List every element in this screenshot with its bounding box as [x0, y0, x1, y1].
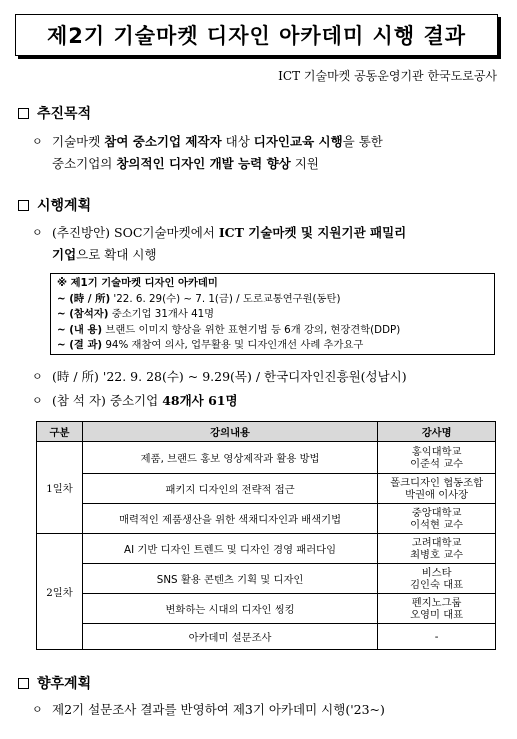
- lecturer-cell: -: [378, 624, 496, 650]
- title-box: [15, 14, 498, 56]
- col-header-division: 구분: [37, 422, 83, 442]
- lecture-content: SNS 활용 콘텐츠 기획 및 디자인: [82, 564, 377, 594]
- schedule-table: [36, 421, 496, 650]
- lecturer-cell: 홍익대학교 이준석 교수: [378, 442, 496, 474]
- section-title: 추진목적: [37, 106, 92, 122]
- page-title: 제2기 기술마켓 디자인 아카데미 시행 결과: [46, 24, 467, 48]
- note-line: ~ (결 과) 94% 재참여 의사, 업무활용 및 디자인개선 사례 추가요구: [57, 339, 364, 351]
- col-header-content: 강의내용: [82, 422, 377, 442]
- section-plan-heading: [18, 195, 91, 215]
- first-academy-note-box: [50, 273, 495, 355]
- table-row: [37, 624, 496, 650]
- lecture-content: 제품, 브랜드 홍보 영상제작과 활용 방법: [82, 442, 377, 474]
- table-row: [37, 594, 496, 624]
- lecture-content: 아카데미 설문조사: [82, 624, 377, 650]
- circle-bullet-icon: ㅇ: [32, 370, 43, 383]
- table-row: [37, 474, 496, 504]
- table-row: [37, 564, 496, 594]
- note-line: ~ (참석자) 중소기업 31개사 41명: [57, 308, 215, 320]
- plan-bullet-time-place: ㅇ (時 / 所) '22. 9. 28(수) ~ 9.29(목) / 한국디자인진흥원(성남시): [32, 366, 407, 388]
- day2-cell: 2일차: [37, 534, 83, 650]
- note-line: ~ (내 용) 브랜드 이미지 향상을 위한 표현기법 등 6개 강의, 현장견학(DDP): [57, 323, 401, 336]
- square-bullet-icon: [18, 108, 29, 119]
- col-header-lecturer: 강사명: [378, 422, 496, 442]
- purpose-bullet: ㅇ 기술마켓 참여 중소기업 제작자 대상 디자인교육 시행을 통한 중소기업의 창의적인 디자인 개발 능력 향상 지원: [32, 131, 383, 175]
- lecture-content: 매력적인 제품생산을 위한 색채디자인과 배색기법: [82, 504, 377, 534]
- note-line: ~ (時 / 所) '22. 6. 29(수) ~ 7. 1(금) / 도로교통연구원(동탄): [57, 292, 341, 305]
- lecturer-cell: 고려대학교 최병호 교수: [378, 534, 496, 564]
- table-header-row: [37, 422, 496, 442]
- plan-bullet-attendees: ㅇ (참 석 자) 중소기업 48개사 61명: [32, 390, 238, 412]
- table-row: [37, 534, 496, 564]
- circle-bullet-icon: ㅇ: [32, 135, 43, 148]
- section-title: 향후계획: [37, 676, 92, 692]
- circle-bullet-icon: ㅇ: [32, 394, 43, 407]
- section-purpose-heading: [18, 103, 91, 123]
- table-row: [37, 504, 496, 534]
- lecturer-cell: 펜지노그룹 오영미 대표: [378, 594, 496, 624]
- section-future-heading: [18, 673, 91, 693]
- circle-bullet-icon: ㅇ: [32, 703, 43, 716]
- lecturer-cell: 비스타 김인숙 대표: [378, 564, 496, 594]
- circle-bullet-icon: ㅇ: [32, 226, 43, 239]
- lecturer-cell: 폴크디자인 협동조합 박권애 이사장: [378, 474, 496, 504]
- lecture-content: 변화하는 시대의 디자인 씽킹: [82, 594, 377, 624]
- section-title: 시행계획: [37, 198, 92, 214]
- table-row: [37, 442, 496, 474]
- square-bullet-icon: [18, 200, 29, 211]
- lecturer-cell: 중앙대학교 이석현 교수: [378, 504, 496, 534]
- plan-bullet-method: ㅇ (추진방안) SOC기술마켓에서 ICT 기술마켓 및 지원기관 패밀리 기업으로 확대 시행: [32, 222, 406, 266]
- future-bullet: ㅇ 제2기 설문조사 결과를 반영하여 제3기 아카데미 시행('23~): [32, 699, 385, 721]
- lecture-content: 패키지 디자인의 전략적 접근: [82, 474, 377, 504]
- note-title: ※ 제1기 기술마켓 디자인 아카데미: [57, 277, 218, 289]
- day1-cell: 1일차: [37, 442, 83, 534]
- square-bullet-icon: [18, 678, 29, 689]
- organization-line: ICT 기술마켓 공동운영기관 한국도로공사: [278, 69, 497, 83]
- lecture-content: AI 기반 디자인 트렌드 및 디자인 경영 패러다임: [82, 534, 377, 564]
